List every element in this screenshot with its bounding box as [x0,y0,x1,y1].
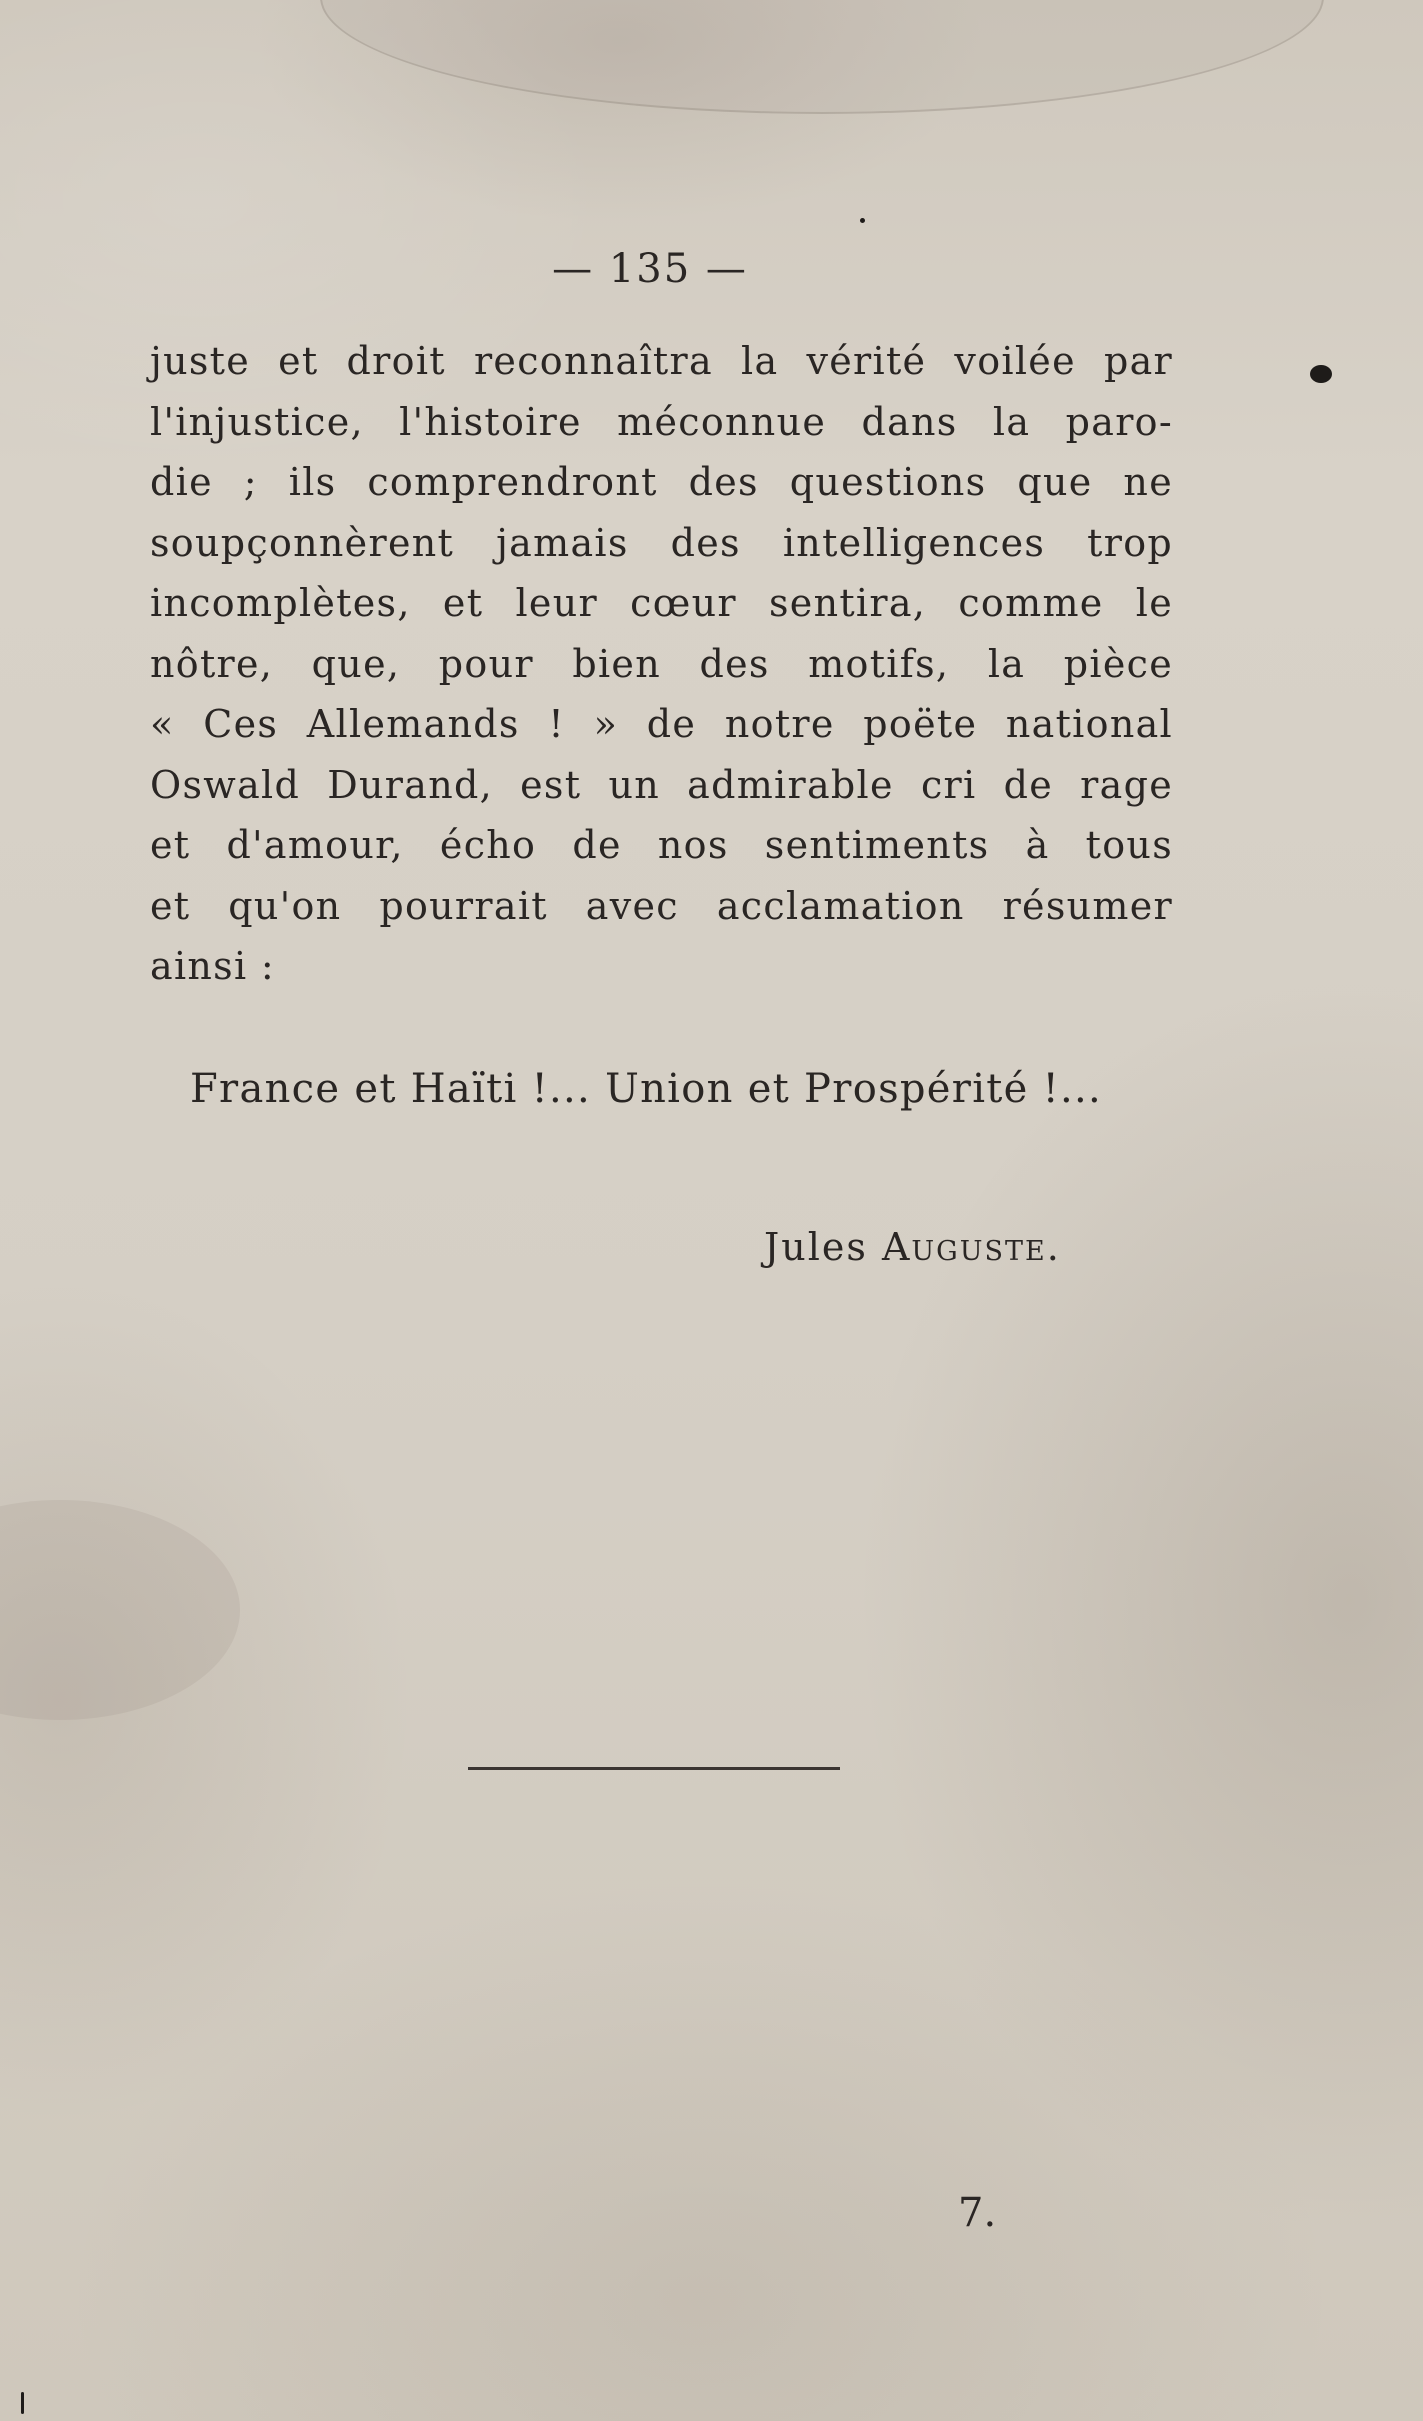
section-divider [468,1767,840,1770]
paragraph-line: ainsi : [150,944,275,988]
author-signature [764,1225,1061,1269]
paragraph-line: l'injustice, l'histoire méconnue dans la paro- [150,399,1173,444]
ink-speck [860,218,865,223]
author-first-name: Jules [764,1225,868,1269]
body-paragraph [150,331,1173,997]
paragraph-line: incomplètes, et leur cœur sentira, comme le [150,581,1173,625]
paragraph-line: nôtre, que, pour bien des motifs, la pièce [150,641,1173,686]
page-number: — 135 — [552,246,748,292]
paragraph-line: juste et droit reconnaîtra la vérité voilée par [150,339,1173,383]
paragraph-line: et qu'on pourrait avec acclamation résumer [150,883,1173,928]
paragraph-line: Oswald Durand, est un admirable cri de rage [150,762,1173,807]
signature-mark: 7. [958,2190,997,2236]
author-last-name: Auguste. [881,1225,1061,1269]
water-stain [320,0,1324,114]
water-stain [0,1500,240,1720]
ink-speck [21,2392,24,2414]
motto: France et Haïti !... Union et Prospérité !... [190,1066,1103,1112]
paragraph-line: soupçonnèrent jamais des intelligences trop [150,520,1173,565]
paragraph-line: « Ces Allemands ! » de notre poëte national [150,702,1173,746]
paragraph-line: die ; ils comprendront des questions que ne [150,460,1173,504]
paragraph-line: et d'amour, écho de nos sentiments à tous [150,823,1173,867]
ink-speck [1310,365,1332,383]
